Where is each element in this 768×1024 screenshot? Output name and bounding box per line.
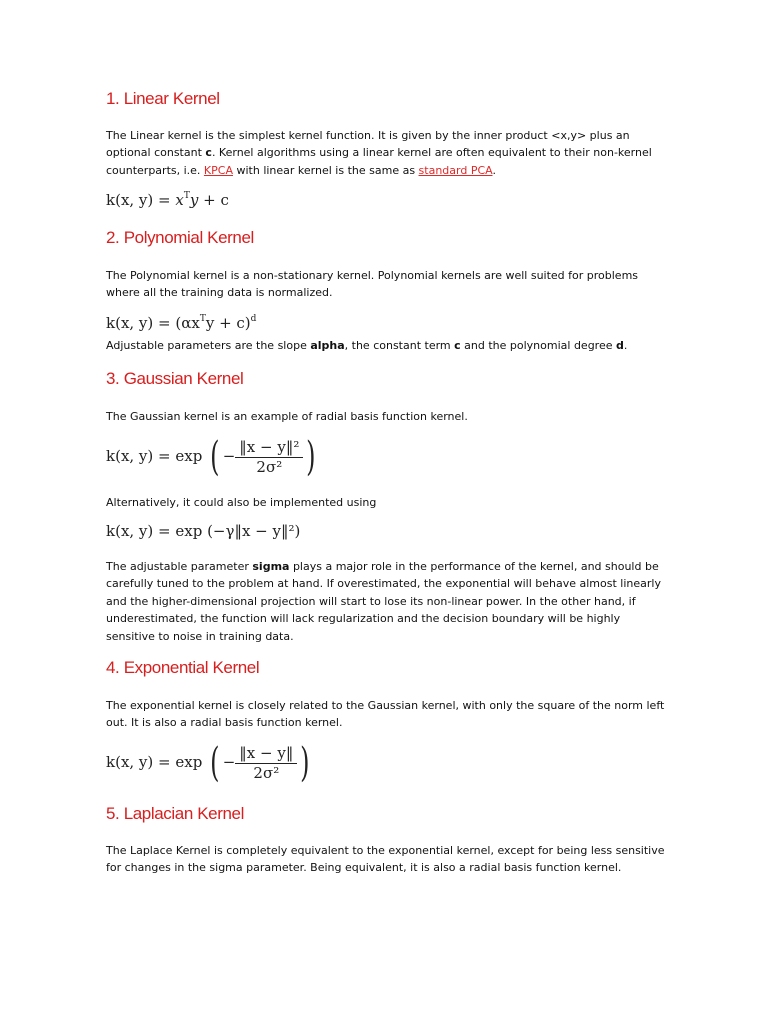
sigma-parameter-text: The adjustable parameter sigma plays a major role in the performance of the kernel, and should be carefully tuned to the problem at hand. If overestimated, the exponential will behave almost linearly and the higher-dimensional projection will start to lose its non-linear power. In the other hand, if underestimated, the function will lack regularization and the decision boundary will be highly sensitive to noise in training data. [106, 560, 661, 643]
heading-polynomial-kernel: 2. Polynomial Kernel [106, 228, 254, 247]
gaussian-kernel-description: The Gaussian kernel is an example of radial basis function kernel. [106, 410, 468, 423]
polynomial-kernel-formula: k(x, $y) = (\alpha x^Ty + c)^d$ [106, 314, 257, 332]
linear-kernel-formula: k(x, $y) = x^Ty + c$ [106, 191, 229, 209]
exponential-kernel-description: The exponential kernel is closely related to the Gaussian kernel, with only the square of the norm left out. It is also a radial basis function kernel. [106, 699, 665, 730]
gaussian-kernel-formula: k(x, y) = exp ( − $\frac{\text{‖x − y‖²}}{\text{2σ²}}$ ) [106, 434, 316, 480]
standard-pca-link[interactable]: standard PCA [418, 163, 493, 177]
heading-linear-kernel: 1. Linear Kernel [106, 89, 220, 108]
linear-kernel-description: The Linear kernel is the simplest kernel function. It is given by the inner product <x,y> plus an optional constant c. Kernel algorithms using a linear kernel are often equivalent to their non-kernel counterparts, i.e. KPCA with linear kernel is the same as standard PCA. [106, 129, 652, 177]
kpca-link[interactable]: KPCA [203, 163, 233, 177]
gaussian-gamma-formula: k(x, y) = exp (−γ‖x − y‖²) [106, 522, 301, 540]
exponential-kernel-formula: k(x, y) = exp ( − $\frac{‖x - y‖}{\text{2σ²}}$ ) [106, 740, 310, 786]
heading-exponential-kernel: 4. Exponential Kernel [106, 658, 260, 677]
heading-gaussian-kernel: 3. Gaussian Kernel [106, 369, 244, 388]
polynomial-kernel-description: The Polynomial kernel is a non-stationary kernel. Polynomial kernels are well suited for problems where all the training data is normalized. [106, 269, 639, 300]
heading-laplacian-kernel: 5. Laplacian Kernel [106, 804, 244, 823]
gaussian-alternative-text: Alternatively, it could also be implemented using [106, 496, 377, 509]
laplacian-kernel-description: The Laplace Kernel is completely equivalent to the exponential kernel, except for being less sensitive for changes in the sigma parameter. Being equivalent, it is also a radial basis function kernel. [106, 844, 665, 875]
polynomial-parameters-text: Adjustable parameters are the slope alpha, the constant term c and the polynomial degree d. [106, 339, 628, 352]
